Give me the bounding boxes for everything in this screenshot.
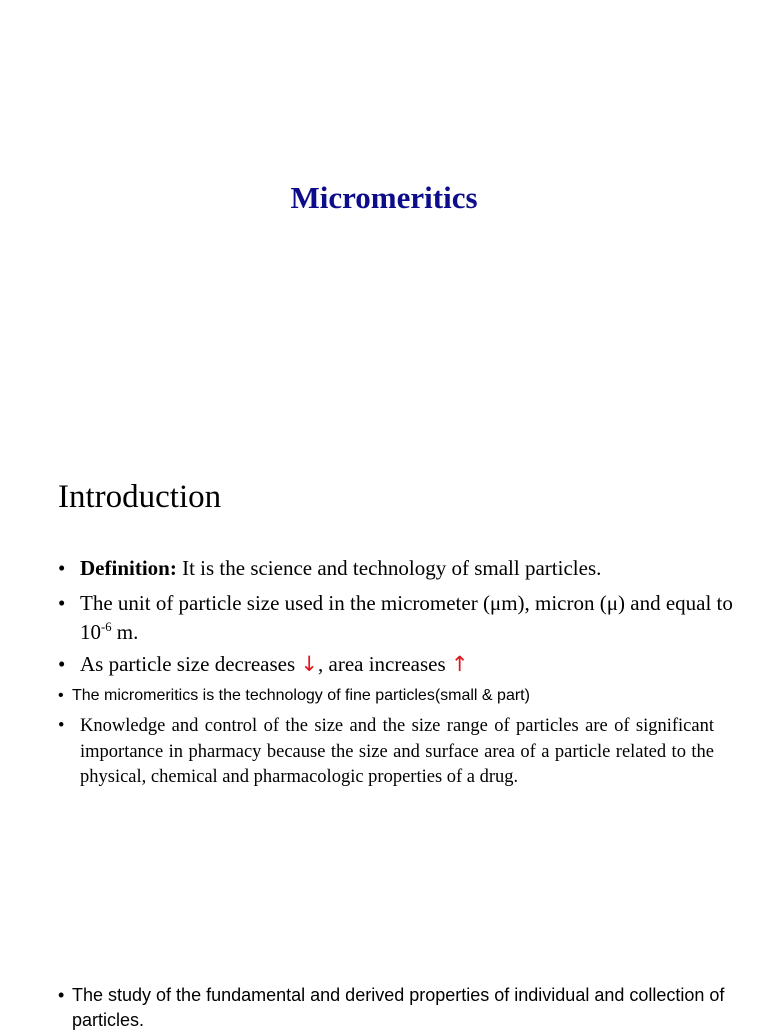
bullet-knowledge (58, 714, 714, 791)
bullet-text (58, 554, 738, 583)
definition-label: Definition: (80, 556, 177, 580)
unit-text: The unit of particle size used in the micrometer (μm), micron (μ) and equal to 10 (80, 591, 733, 644)
arrow-down-icon: ↓ (300, 652, 318, 676)
bullet-text (58, 589, 738, 647)
bullet-dot: • (58, 985, 65, 1005)
unit-text-end: m. (111, 620, 139, 644)
bullet-unit (58, 589, 738, 647)
bullet-fine-particles (58, 685, 748, 707)
bullet-area (58, 650, 738, 679)
bullet-dot: • (58, 652, 66, 676)
bullet-text: The study of the fundamental and derived properties of individual and collection of particles. (72, 985, 725, 1030)
arrow-up-icon: ↑ (450, 652, 469, 676)
bullet-dot: • (58, 687, 64, 704)
bullet-study (58, 983, 748, 1033)
bullet-text (58, 650, 738, 679)
bullet-definition (58, 554, 738, 583)
bullet-text: The micromeritics is the technology of fine particles(small & part) (72, 687, 530, 704)
bullet-dot: • (58, 716, 65, 736)
bullet-text: Knowledge and control of the size and the size range of particles are of significant importance in pharmacy because the size and surface area of a particle related to the physical, chemical and pharmacologic properties of a drug. (80, 716, 714, 787)
slide-title: Micromeritics (290, 180, 478, 215)
area-text-2: , area increases (318, 652, 451, 676)
unit-exponent: -6 (101, 620, 112, 634)
area-text-1: As particle size decreases (80, 652, 301, 676)
bullet-dot: • (58, 556, 66, 580)
bullet-dot: • (58, 591, 66, 615)
section-heading-introduction: Introduction (58, 479, 222, 515)
definition-text: It is the science and technology of small particles. (176, 556, 602, 580)
